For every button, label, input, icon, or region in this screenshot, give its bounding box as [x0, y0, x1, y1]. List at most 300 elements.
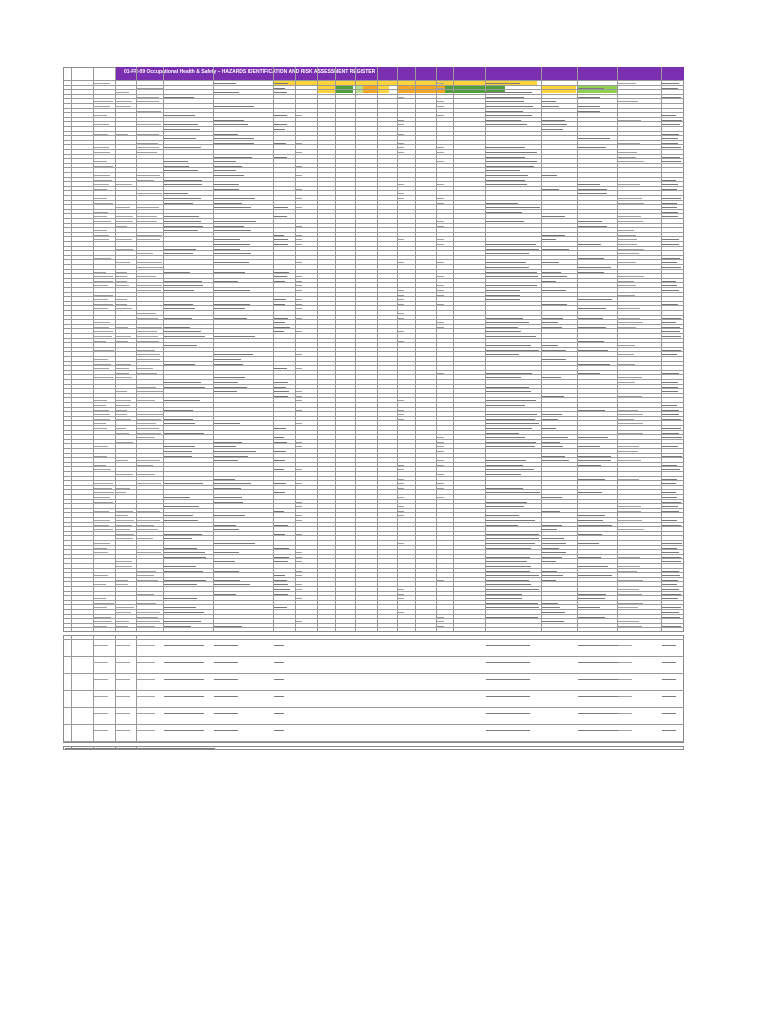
cell-text-line [296, 557, 302, 558]
cell-text-line [274, 216, 287, 217]
cell-text-line [94, 331, 113, 332]
cell-text-line [618, 143, 640, 144]
cell-text-line [296, 239, 302, 240]
cell-text-line [164, 538, 192, 539]
cell-text-line [164, 331, 201, 332]
row-line [63, 287, 684, 288]
cell-text-line [437, 327, 444, 328]
cell-text-line [137, 88, 163, 89]
cell-text-line [94, 124, 109, 125]
cell-text-line [214, 272, 245, 273]
cell-text-line [618, 594, 642, 595]
row-line [63, 420, 684, 421]
row-line [63, 614, 684, 615]
cell-text-line [94, 548, 107, 549]
cell-text-line [542, 235, 565, 236]
cell-text-line [398, 419, 404, 420]
cell-text-line [137, 267, 163, 268]
cell-text-line [94, 336, 112, 337]
cell-text-line [94, 497, 110, 498]
column-line [71, 67, 72, 750]
cell-text-line [437, 621, 444, 622]
cell-text-line [116, 730, 130, 731]
row-line [63, 384, 684, 385]
cell-text-line [137, 483, 161, 484]
row-line [63, 572, 684, 573]
row-line [63, 315, 684, 316]
cell-text-line [662, 239, 679, 240]
cell-text-line [486, 696, 530, 697]
cell-text-line [137, 612, 160, 613]
cell-text-line [578, 437, 608, 438]
cell-text-line [618, 198, 642, 199]
cell-text-line [116, 410, 127, 411]
cell-text-line [274, 272, 289, 273]
cell-text-line [542, 557, 562, 558]
cell-text-line [164, 534, 202, 535]
cell-text-line [137, 387, 156, 388]
cell-text-line [116, 184, 132, 185]
cell-text-line [137, 437, 155, 438]
cell-text-line [164, 571, 203, 572]
cell-text-line [486, 465, 523, 466]
cell-text-line [486, 571, 530, 572]
cell-text-line [486, 488, 523, 489]
cell-text-line [214, 446, 236, 447]
cell-text-line [542, 290, 566, 291]
cell-text-line [94, 575, 108, 576]
cell-text-line [486, 400, 536, 401]
cell-text-line [618, 414, 643, 415]
cell-text-line [296, 621, 302, 622]
cell-text-line [164, 423, 195, 424]
cell-text-line [486, 124, 527, 125]
cell-text-line [137, 253, 153, 254]
cell-text-line [164, 203, 193, 204]
cell-text-line [486, 469, 534, 470]
cell-text-line [214, 423, 240, 424]
cell-text-line [398, 410, 404, 411]
cell-text-line [164, 506, 199, 507]
row-line [63, 471, 684, 472]
cell-text-line [94, 621, 112, 622]
cell-text-line [662, 594, 681, 595]
cell-text-line [116, 520, 134, 521]
cell-text-line [94, 115, 107, 116]
cell-text-line [578, 410, 605, 411]
cell-text-line [662, 584, 677, 585]
cell-text-line [214, 262, 249, 263]
row-line [63, 512, 684, 513]
cell-text-line [94, 83, 110, 84]
cell-text-line [296, 235, 302, 236]
cell-text-line [116, 368, 129, 369]
cell-text-line [137, 575, 154, 576]
cell-text-line [398, 184, 404, 185]
cell-text-line [94, 511, 109, 512]
cell-text-line [578, 607, 600, 608]
cell-text-line [137, 276, 156, 277]
cell-text-line [437, 304, 444, 305]
cell-text-line [542, 529, 557, 530]
cell-text-line [164, 249, 196, 250]
cell-text-line [662, 322, 676, 323]
cell-text-line [486, 506, 524, 507]
cell-text-line [116, 391, 127, 392]
cell-text-line [116, 534, 134, 535]
cell-text-line [578, 525, 612, 526]
cell-text-line [486, 120, 521, 121]
cell-text-line [542, 101, 556, 102]
cell-text-line [137, 180, 154, 181]
cell-text-line [542, 377, 561, 378]
cell-text-line [274, 331, 284, 332]
cell-text-line [296, 410, 302, 411]
cell-text-line [214, 387, 247, 388]
cell-text-line [437, 465, 444, 466]
cell-text-line [274, 492, 285, 493]
cell-text-line [662, 679, 676, 680]
cell-text-line [296, 502, 302, 503]
cell-text-line [164, 451, 192, 452]
cell-text-line [94, 645, 108, 646]
cell-text-line [116, 308, 132, 309]
cell-text-line [94, 101, 113, 102]
cell-text-line [662, 617, 680, 618]
cell-text-line [164, 364, 195, 365]
cell-text-line [578, 364, 610, 365]
cell-text-line [662, 428, 681, 429]
row-line [63, 549, 684, 550]
cell-text-line [542, 272, 561, 273]
row-line [63, 112, 684, 113]
cell-text-line [398, 414, 404, 415]
cell-text-line [437, 460, 444, 461]
cell-text-line [164, 115, 195, 116]
cell-text-line [137, 465, 153, 466]
cell-text-line [578, 617, 605, 618]
cell-text-line [578, 193, 607, 194]
cell-text-line [662, 607, 681, 608]
cell-text-line [662, 525, 681, 526]
cell-text-line [274, 304, 285, 305]
cell-text-line [274, 730, 284, 731]
cell-text-line [296, 290, 302, 291]
cell-text-line [296, 166, 302, 167]
row-line [63, 200, 684, 201]
cell-text-line [274, 460, 285, 461]
cell-text-line [578, 350, 608, 351]
cell-text-line [94, 364, 111, 365]
cell-text-line [296, 396, 302, 397]
cell-text-line [542, 511, 560, 512]
cell-text-line [618, 571, 637, 572]
row-line [63, 411, 684, 412]
cell-text-line [578, 373, 600, 374]
cell-text-line [542, 561, 556, 562]
row-line [63, 333, 684, 334]
cell-text-line [398, 497, 404, 498]
cell-text-line [486, 566, 531, 567]
cell-text-line [486, 525, 518, 526]
cell-text-line [164, 272, 190, 273]
cell-text-line [398, 239, 404, 240]
cell-text-line [486, 548, 531, 549]
cell-text-line [437, 626, 444, 627]
cell-text-line [662, 281, 676, 282]
row-line [63, 503, 684, 504]
row-line [63, 499, 684, 500]
cell-text-line [214, 442, 242, 443]
cell-text-line [542, 497, 562, 498]
cell-text-line [214, 502, 243, 503]
cell-text-line [116, 272, 127, 273]
cell-text-line [486, 262, 526, 263]
cell-text-line [486, 83, 520, 84]
cell-text-line [137, 97, 159, 98]
cell-text-line [578, 645, 618, 646]
cell-text-line [437, 147, 444, 148]
cell-text-line [274, 382, 288, 383]
cell-text-line [662, 645, 676, 646]
cell-text-line [214, 239, 240, 240]
cell-text-line [618, 621, 639, 622]
row-line [63, 531, 684, 532]
cell-text-line [94, 258, 111, 259]
cell-text-line [296, 308, 302, 309]
cell-text-line [94, 377, 113, 378]
cell-text-line [164, 607, 196, 608]
cell-text-line [486, 350, 539, 351]
cell-text-line [662, 575, 680, 576]
cell-text-line [137, 730, 155, 731]
row-line [63, 365, 684, 366]
cell-text-line [137, 285, 162, 286]
cell-text-line [296, 226, 302, 227]
cell-text-line [542, 607, 560, 608]
cell-text-line [214, 120, 244, 121]
cell-text-line [618, 377, 642, 378]
cell-text-line [164, 730, 204, 731]
cell-text-line [296, 534, 302, 535]
cell-text-line [274, 235, 284, 236]
cell-text-line [618, 566, 640, 567]
cell-text-line [274, 534, 285, 535]
cell-text-line [137, 696, 155, 697]
cell-text-line [274, 557, 289, 558]
cell-text-line [214, 488, 241, 489]
cell-text-line [164, 580, 206, 581]
cell-text-line [116, 428, 126, 429]
cell-text-line [137, 193, 162, 194]
cell-text-line [214, 382, 238, 383]
cell-text-line [486, 336, 536, 337]
cell-text-line [214, 203, 242, 204]
cell-text-line [137, 511, 160, 512]
cell-text-line [662, 180, 676, 181]
cell-text-line [486, 584, 531, 585]
cell-text-line [486, 428, 532, 429]
cell-text-line [542, 571, 557, 572]
cell-text-line [618, 345, 635, 346]
column-line [453, 67, 454, 631]
cell-text-line [618, 354, 634, 355]
cell-text-line [116, 216, 133, 217]
cell-text-line [618, 221, 643, 222]
cell-text-line [214, 497, 242, 498]
cell-text-line [94, 134, 108, 135]
cell-text-line [398, 97, 404, 98]
cell-text-line [116, 373, 129, 374]
cell-text-line [486, 106, 533, 107]
cell-text-line [116, 327, 128, 328]
cell-text-line [214, 483, 251, 484]
cell-text-line [662, 626, 681, 627]
cell-text-line [578, 272, 604, 273]
cell-text-line [662, 354, 677, 355]
row-line [63, 181, 684, 182]
cell-text-line [486, 170, 520, 171]
row-line [63, 296, 684, 297]
row-line [63, 690, 684, 691]
cell-text-line [542, 442, 560, 443]
cell-text-line [542, 276, 567, 277]
cell-text-line [137, 235, 162, 236]
cell-text-line [214, 460, 238, 461]
cell-text-line [137, 354, 160, 355]
row-line [63, 121, 684, 122]
cell-text-line [164, 198, 201, 199]
cell-text-line [662, 612, 679, 613]
cell-text-line [542, 304, 567, 305]
row-line [63, 623, 684, 624]
cell-text-line [486, 299, 520, 300]
cell-text-line [296, 391, 302, 392]
cell-text-line [542, 175, 557, 176]
cell-text-line [486, 561, 527, 562]
cell-text-line [94, 272, 106, 273]
cell-text-line [116, 529, 130, 530]
cell-text-line [94, 598, 106, 599]
cell-text-line [116, 460, 128, 461]
row-line [63, 466, 684, 467]
cell-text-line [274, 327, 290, 328]
row-line [63, 158, 684, 159]
cell-text-line [296, 598, 302, 599]
cell-text-line [116, 106, 131, 107]
cell-text-line [214, 253, 251, 254]
row-line [63, 204, 684, 205]
cell-text-line [94, 414, 110, 415]
cell-text-line [618, 410, 638, 411]
cell-text-line [618, 230, 634, 231]
row-line [63, 439, 684, 440]
cell-text-line [94, 216, 107, 217]
cell-text-line [662, 414, 679, 415]
cell-text-line [578, 456, 611, 457]
column-line [136, 67, 137, 750]
cell-text-line [94, 180, 112, 181]
cell-text-line [94, 603, 114, 604]
cell-text-line [398, 594, 404, 595]
cell-text-line [214, 244, 250, 245]
row-line [63, 163, 684, 164]
cell-text-line [486, 318, 523, 319]
cell-text-line [437, 101, 444, 102]
cell-text-line [296, 469, 302, 470]
cell-text-line [398, 143, 404, 144]
cell-text-line [214, 359, 241, 360]
row-line [63, 535, 684, 536]
cell-text-line [296, 115, 302, 116]
cell-text-line [164, 161, 188, 162]
cell-text-line [578, 492, 602, 493]
cell-text-line [398, 506, 404, 507]
cell-text-line [618, 216, 641, 217]
cell-text-line [137, 221, 157, 222]
cell-text-line [618, 479, 639, 480]
cell-text-line [137, 124, 161, 125]
cell-text-line [94, 327, 109, 328]
cell-text-line [164, 382, 201, 383]
cell-text-line [662, 207, 677, 208]
cell-text-line [164, 410, 193, 411]
cell-text-line [486, 180, 525, 181]
cell-text-line [164, 216, 199, 217]
cell-text-line [274, 437, 284, 438]
cell-text-line [116, 492, 126, 493]
cell-text-line [618, 318, 640, 319]
cell-text-line [116, 561, 132, 562]
cell-text-line [398, 193, 404, 194]
cell-text-line [662, 189, 677, 190]
cell-text-line [578, 189, 607, 190]
cell-text-line [437, 580, 444, 581]
cell-text-line [116, 101, 132, 102]
row-line [63, 517, 684, 518]
cell-text-line [274, 584, 288, 585]
cell-text-line [116, 405, 130, 406]
cell-text-line [578, 267, 611, 268]
cell-text-line [398, 488, 404, 489]
cell-text-line [618, 322, 643, 323]
cell-text-line [94, 696, 108, 697]
cell-text-line [662, 387, 678, 388]
cell-text-line [486, 276, 538, 277]
cell-text-line [164, 520, 198, 521]
cell-text-line [137, 571, 156, 572]
row-line [63, 581, 684, 582]
cell-text-line [214, 170, 236, 171]
cell-text-line [296, 515, 302, 516]
cell-text-line [94, 543, 110, 544]
cell-text-line [578, 88, 604, 89]
cell-text-line [398, 400, 404, 401]
cell-text-line [542, 322, 558, 323]
cell-text-line [137, 318, 158, 319]
cell-text-line [274, 589, 290, 590]
cell-text-line [578, 465, 601, 466]
row-line [63, 213, 684, 214]
cell-text-line [137, 529, 158, 530]
cell-text-line [618, 713, 632, 714]
cell-text-line [542, 106, 559, 107]
cell-text-line [164, 515, 193, 516]
cell-text-line [137, 152, 157, 153]
cell-text-line [662, 115, 676, 116]
cell-text-line [578, 97, 600, 98]
cell-text-line [486, 212, 522, 213]
